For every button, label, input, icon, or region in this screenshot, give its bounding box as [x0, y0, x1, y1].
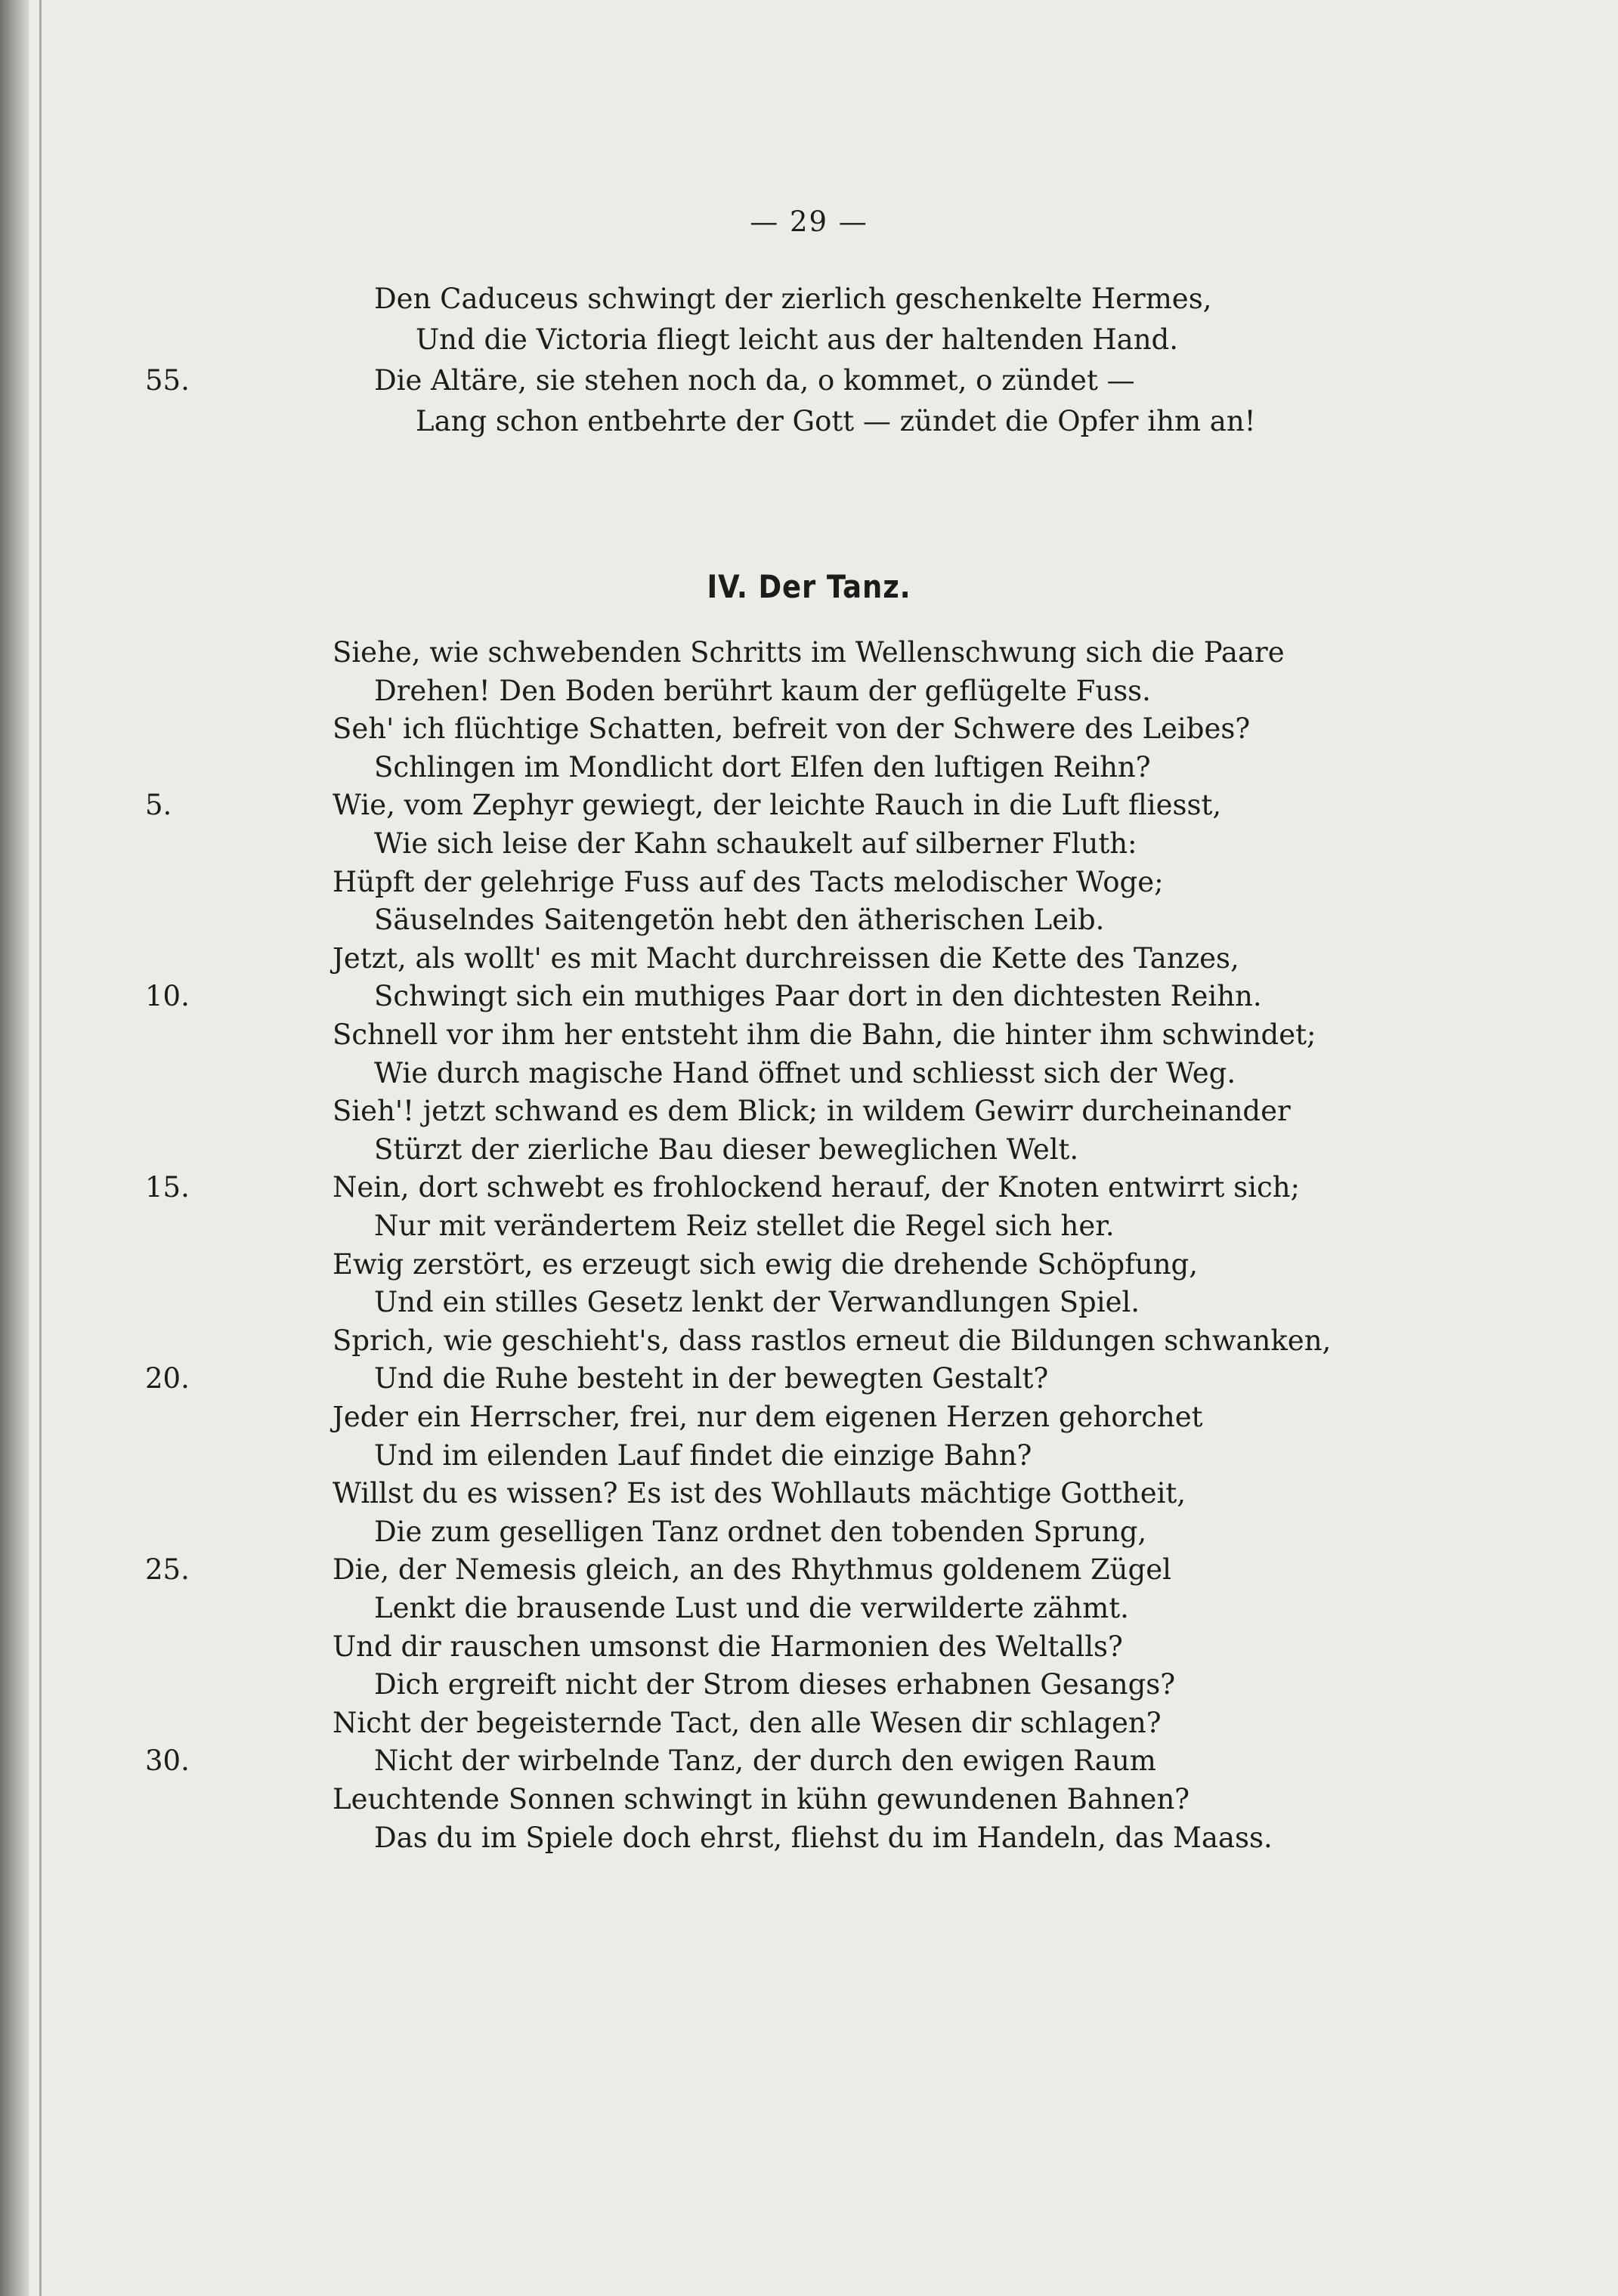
- verse-line: [0, 1822, 1618, 1862]
- verse-text: Die zum geselligen Tanz ordnet den tobenden Sprung,: [374, 1515, 1147, 1548]
- line-number: 25.: [145, 1553, 190, 1587]
- verse-line: [0, 1401, 1618, 1442]
- verse-line: [0, 364, 1618, 405]
- verse-line: [0, 1362, 1618, 1403]
- verse-line: [0, 1439, 1618, 1480]
- verse-text: Hüpft der gelehrige Fuss auf des Tacts melodischer Woge;: [333, 865, 1164, 898]
- verse-line: [0, 789, 1618, 830]
- page-number: — 29 —: [750, 205, 868, 238]
- verse-line: [0, 942, 1618, 983]
- verse-line: [0, 323, 1618, 364]
- verse-line: [0, 1133, 1618, 1174]
- verse-text: Jetzt, als wollt' es mit Macht durchreissen die Kette des Tanzes,: [333, 941, 1239, 975]
- verse-text: Leuchtende Sonnen schwingt in kühn gewundenen Bahnen?: [333, 1783, 1190, 1815]
- verse-text: Das du im Spiele doch ehrst, fliehst du im Handeln, das Maass.: [374, 1821, 1273, 1854]
- verse-text: Ewig zerstört, es erzeugt sich ewig die drehende Schöpfung,: [333, 1247, 1198, 1281]
- verse-text: Drehen! Den Boden berührt kaum der geflügelte Fuss.: [374, 674, 1151, 707]
- verse-text: Wie durch magische Hand öffnet und schliesst sich der Weg.: [374, 1056, 1236, 1089]
- verse-line: [0, 1095, 1618, 1136]
- verse-line: [0, 1668, 1618, 1709]
- verse-text: Den Caduceus schwingt der zierlich geschenkelte Hermes,: [374, 283, 1212, 315]
- verse-text: Nicht der wirbelnde Tanz, der durch den ewigen Raum: [374, 1744, 1156, 1778]
- verse-line: [0, 712, 1618, 753]
- verse-line: [0, 1744, 1618, 1785]
- line-number: 5.: [145, 789, 172, 822]
- verse-text: Willst du es wissen? Es ist des Wohllauts mächtige Gottheit,: [333, 1477, 1186, 1510]
- verse-text: Stürzt der zierliche Bau dieser beweglichen Welt.: [374, 1133, 1079, 1166]
- verse-text: Und die Ruhe besteht in der bewegten Gestalt?: [374, 1362, 1049, 1395]
- verse-line: [0, 1324, 1618, 1365]
- verse-line: [0, 283, 1618, 323]
- verse-text: Wie, vom Zephyr gewiegt, der leichte Rauch in die Luft fliesst,: [333, 789, 1222, 822]
- verse-line: [0, 866, 1618, 907]
- verse-text: Sieh'! jetzt schwand es dem Blick; in wildem Gewirr durcheinander: [333, 1095, 1291, 1128]
- verse-line: [0, 405, 1618, 446]
- verse-text: Wie sich leise der Kahn schaukelt auf silberner Fluth:: [374, 827, 1137, 860]
- verse-text: Schlingen im Mondlicht dort Elfen den luftigen Reihn?: [374, 750, 1151, 783]
- verse-line: [0, 1477, 1618, 1518]
- verse-line: [0, 1286, 1618, 1327]
- verse-text: Sprich, wie geschieht's, dass rastlos erneut die Bildungen schwanken,: [333, 1324, 1332, 1357]
- verse-text: Und im eilenden Lauf findet die einzige Bahn?: [374, 1438, 1032, 1472]
- verse-text: Und dir rauschen umsonst die Harmonien des Weltalls?: [333, 1630, 1123, 1663]
- verse-line: [0, 751, 1618, 792]
- verse-text: Nur mit verändertem Reiz stellet die Regel sich her.: [374, 1210, 1115, 1242]
- verse-text: Dich ergreift nicht der Strom dieses erhabnen Gesangs?: [374, 1668, 1176, 1701]
- verse-text: Die Altäre, sie stehen noch da, o kommet, o zündet —: [374, 364, 1135, 397]
- verse-line: [0, 1057, 1618, 1098]
- verse-text: Siehe, wie schwebenden Schritts im Wellenschwung sich die Paare: [333, 636, 1285, 669]
- verse-line: [0, 1171, 1618, 1212]
- verse-text: Die, der Nemesis gleich, an des Rhythmus goldenem Zügel: [333, 1553, 1171, 1587]
- line-number: 30.: [145, 1744, 190, 1778]
- verse-text: Säuselndes Saitengetön hebt den ätherischen Leib.: [374, 904, 1105, 937]
- line-number: 20.: [145, 1362, 190, 1395]
- verse-line: [0, 675, 1618, 715]
- line-number: 10.: [145, 980, 190, 1013]
- verse-line: [0, 1783, 1618, 1824]
- verse-text: Und die Victoria fliegt leicht aus der haltenden Hand.: [416, 323, 1178, 356]
- verse-text: Schwingt sich ein muthiges Paar dort in den dichtesten Reihn.: [374, 980, 1262, 1013]
- poem-title: IV. Der Tanz.: [707, 568, 911, 605]
- verse-line: [0, 1210, 1618, 1250]
- verse-line: [0, 904, 1618, 944]
- verse-line: [0, 1592, 1618, 1633]
- verse-line: [0, 1630, 1618, 1671]
- verse-line: [0, 1248, 1618, 1289]
- verse-text: Nicht der begeisternde Tact, den alle Wesen dir schlagen?: [333, 1706, 1162, 1739]
- verse-line: [0, 1553, 1618, 1594]
- verse-text: Jeder ein Herrscher, frei, nur dem eigenen Herzen gehorchet: [333, 1401, 1203, 1433]
- verse-text: Schnell vor ihm her entsteht ihm die Bahn, die hinter ihm schwindet;: [333, 1018, 1316, 1051]
- verse-text: Und ein stilles Gesetz lenkt der Verwandlungen Spiel.: [374, 1286, 1140, 1319]
- verse-line: [0, 636, 1618, 677]
- verse-text: Seh' ich flüchtige Schatten, befreit von der Schwere des Leibes?: [333, 712, 1251, 746]
- verse-line: [0, 827, 1618, 868]
- verse-line: [0, 980, 1618, 1021]
- verse-line: [0, 1018, 1618, 1059]
- verse-text: Lenkt die brausende Lust und die verwilderte zähmt.: [374, 1592, 1129, 1624]
- verse-line: [0, 1516, 1618, 1556]
- line-number: 15.: [145, 1171, 190, 1204]
- verse-line: [0, 1707, 1618, 1747]
- verse-text: Lang schon entbehrte der Gott — zündet die Opfer ihm an!: [416, 405, 1256, 437]
- verse-text: Nein, dort schwebt es frohlockend herauf, der Knoten entwirrt sich;: [333, 1171, 1300, 1204]
- line-number: 55.: [145, 364, 190, 397]
